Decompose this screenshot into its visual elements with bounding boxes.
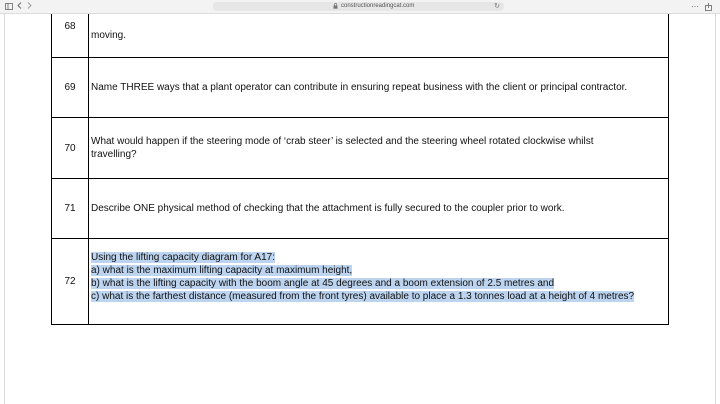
selected-text[interactable]: c) what is the farthest distance (measured from the front tyres) available to place a 1.3 tonnes load at a height of 4 metres? (91, 291, 635, 302)
table-row (52, 118, 669, 179)
question-line: travelling? (91, 149, 137, 160)
back-button[interactable] (17, 1, 22, 12)
chevron-left-icon (17, 2, 22, 9)
more-icon[interactable]: ⋯ (691, 2, 699, 11)
question-line (91, 251, 664, 264)
question-line (91, 264, 664, 277)
table-row (52, 58, 669, 118)
question-text (89, 118, 669, 179)
table-row (52, 239, 669, 325)
question-number: 72 (52, 239, 89, 325)
question-number: 69 (52, 58, 89, 118)
browser-toolbar (0, 0, 720, 14)
question-number: 71 (52, 179, 89, 239)
address-bar[interactable] (213, 2, 504, 11)
question-text (89, 239, 669, 325)
selected-text[interactable]: Using the lifting capacity diagram for A17: (91, 252, 275, 263)
table-row (52, 14, 669, 58)
table-row (52, 179, 669, 239)
question-line (91, 290, 664, 303)
chevron-right-icon (27, 2, 32, 9)
url-text: constructionreadingcat.com (341, 3, 415, 9)
question-text: moving. (89, 14, 669, 58)
document-page (0, 14, 720, 404)
lock-icon (333, 3, 338, 9)
share-icon[interactable] (705, 3, 712, 11)
selected-text[interactable]: a) what is the maximum lifting capacity at maximum height, (91, 265, 353, 276)
sidebar-icon[interactable] (5, 3, 13, 10)
question-number: 70 (52, 118, 89, 179)
forward-button[interactable] (27, 1, 32, 12)
selected-text[interactable]: b) what is the lifting capacity with the boom angle at 45 degrees and a boom extension of 2.5 metres and (91, 278, 555, 289)
question-number: 68 (52, 14, 89, 58)
question-line: What would happen if the steering mode of ‘crab steer’ is selected and the steering wheel rotated clockwise whilst (91, 136, 594, 147)
question-line (91, 277, 664, 290)
question-text: Name THREE ways that a plant operator can contribute in ensuring repeat business with the client or principal contractor. (89, 58, 669, 118)
question-text: Describe ONE physical method of checking that the attachment is fully secured to the coupler prior to work. (89, 179, 669, 239)
question-table (51, 14, 669, 325)
reload-icon[interactable]: ↻ (494, 3, 500, 10)
